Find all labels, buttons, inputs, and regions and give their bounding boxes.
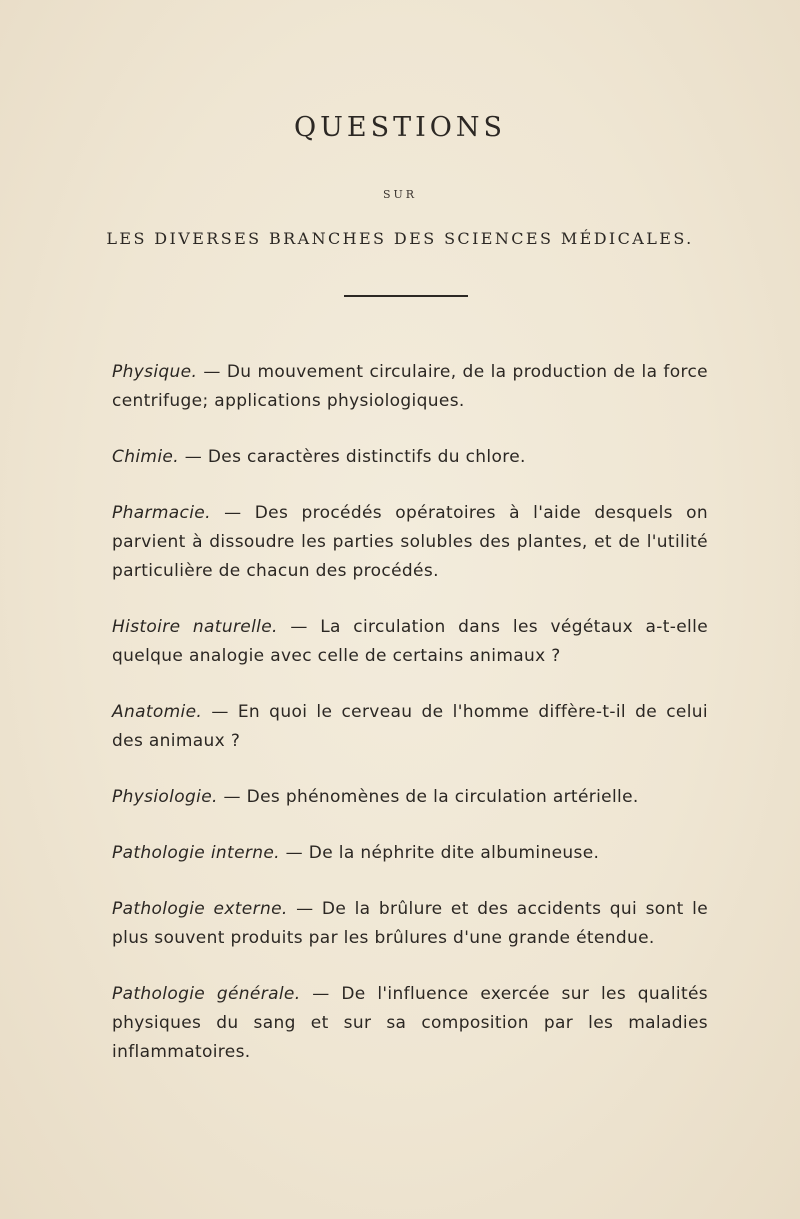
question-entry-chimie (112, 443, 708, 472)
entry-subject: Chimie. (112, 447, 179, 467)
entry-text: De l'influence exercée sur les qualités physiques du sang et sur sa composition par les maladies inflammatoires. (112, 984, 709, 1062)
title-rule (344, 295, 468, 297)
entry-subject: Pathologie interne. (112, 843, 280, 863)
question-entry-pathologie-interne (112, 839, 708, 868)
entry-separator: — (217, 787, 247, 807)
entry-text: Des caractères distinctifs du chlore. (207, 447, 526, 467)
entry-separator: — (178, 447, 208, 467)
entry-subject: Histoire naturelle. (112, 617, 278, 637)
question-entry-pathologie-generale (112, 980, 708, 1067)
page-title: QUESTIONS (293, 112, 507, 143)
question-entry-pharmacie (112, 499, 708, 586)
entry-text: Du mouvement circulaire, de la production de la force centrifuge; applications physiologiques. (112, 362, 708, 411)
entry-separator: — (279, 843, 309, 863)
entry-separator: — (300, 984, 342, 1004)
entry-text: De la néphrite dite albumineuse. (308, 843, 600, 863)
question-entry-histoire-naturelle (112, 613, 708, 671)
entry-separator: — (202, 702, 238, 722)
question-entry-pathologie-externe (112, 895, 708, 953)
entry-subject: Pathologie générale. (112, 984, 301, 1004)
entry-text: Des procédés opératoires à l'aide desquels on parvient à dissoudre les parties solubles des plantes, et de l'utilité particulière de chacun des procédés. (112, 503, 708, 581)
entry-subject: Anatomie. (112, 702, 203, 722)
entry-separator: — (210, 503, 255, 523)
entry-text: En quoi le cerveau de l'homme diffère-t-il de celui des animaux ? (112, 702, 708, 751)
question-entry-anatomie (112, 698, 708, 756)
entry-text: La circulation dans les végétaux a-t-elle quelque analogie avec celle de certains animaux ? (112, 617, 709, 666)
question-entry-physique (112, 358, 708, 416)
entry-subject: Pathologie externe. (112, 899, 288, 919)
entry-separator: — (197, 362, 227, 382)
page-subtitle: LES DIVERSES BRANCHES DES SCIENCES MÉDICALES. (106, 229, 694, 248)
title-connector: SUR (382, 188, 418, 201)
entry-text: Des phénomènes de la circulation artérielle. (246, 787, 639, 807)
entry-subject: Pharmacie. (112, 503, 211, 523)
question-entry-physiologie (112, 783, 708, 812)
entry-subject: Physique. (112, 362, 198, 382)
entry-subject: Physiologie. (112, 787, 218, 807)
entry-text: De la brûlure et des accidents qui sont le plus souvent produits par les brûlures d'une grande étendue. (112, 899, 709, 948)
entry-separator: — (287, 899, 322, 919)
question-list (112, 358, 708, 1094)
entry-separator: — (277, 617, 321, 637)
